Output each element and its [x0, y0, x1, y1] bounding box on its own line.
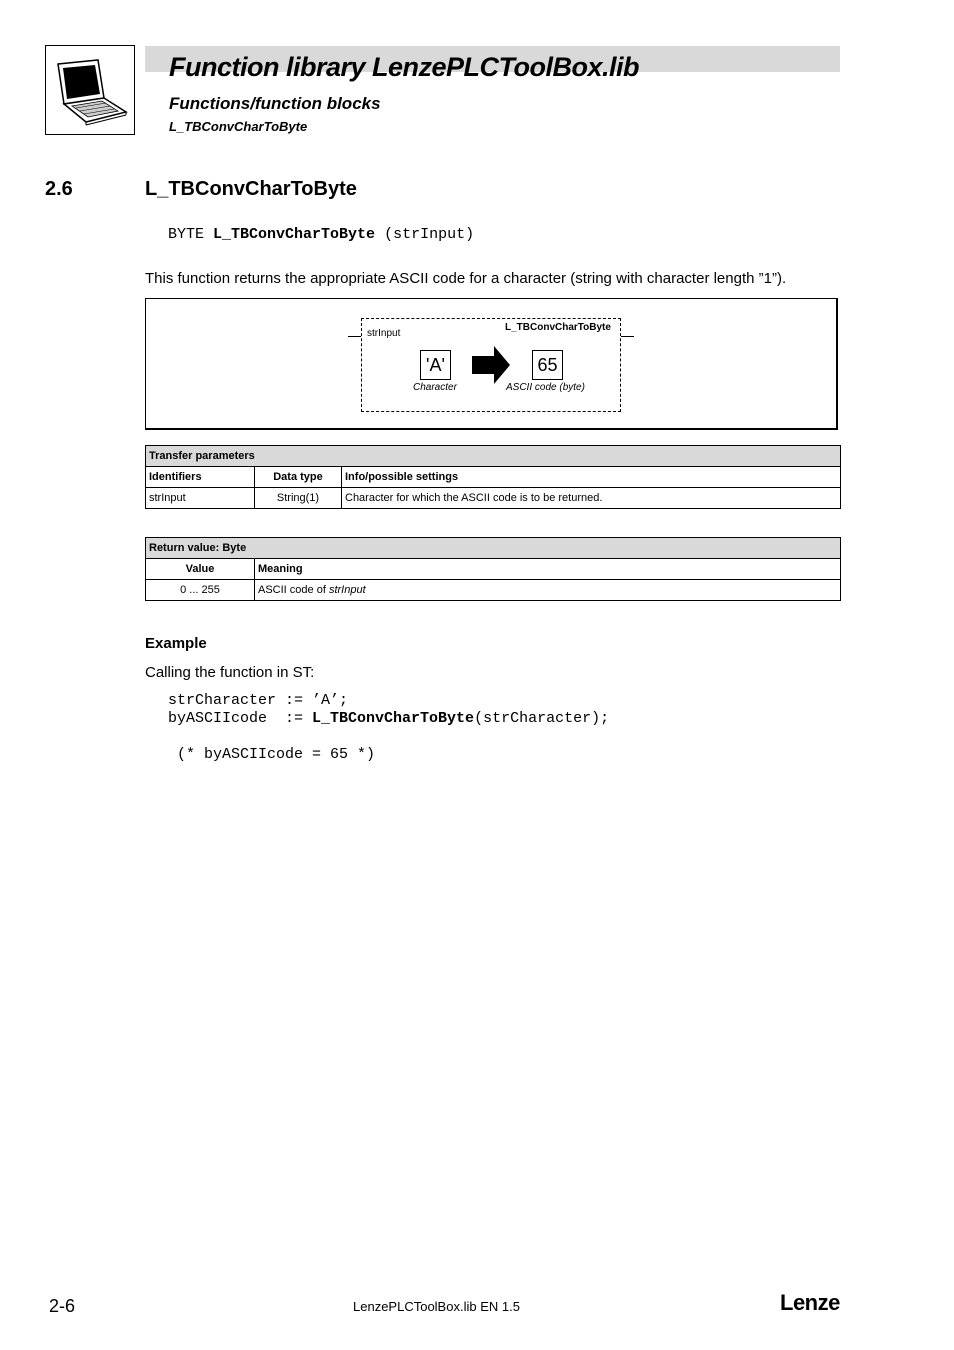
function-signature [168, 226, 474, 243]
column-header: Info/possible settings [342, 467, 841, 488]
laptop-icon [45, 45, 135, 135]
document-subsubtitle: L_TBConvCharToByte [169, 119, 308, 134]
table-caption: Return value: Byte [146, 538, 841, 559]
input-value-box: 'A' [420, 350, 451, 380]
return-value-table [145, 537, 841, 601]
column-header: Identifiers [146, 467, 255, 488]
input-caption: Character [413, 382, 457, 393]
table-cell: strInput [146, 488, 255, 509]
input-pin [348, 336, 361, 337]
diagram-input-label: strInput [367, 328, 401, 339]
column-header: Value [146, 559, 255, 580]
table-caption: Transfer parameters [146, 446, 841, 467]
meaning-text: ASCII code of [258, 584, 329, 596]
code-line: byASCIIcode := L_TBConvCharToByte(strCharacter); [168, 710, 610, 727]
table-row [146, 580, 841, 601]
table-cell: Character for which the ASCII code is to be returned. [342, 488, 841, 509]
document-subtitle: Functions/function blocks [169, 94, 381, 113]
footer-document-id: LenzePLCToolBox.lib EN 1.5 [353, 1299, 520, 1314]
table-cell: 0 ... 255 [146, 580, 255, 601]
output-pin [621, 336, 634, 337]
column-header: Meaning [255, 559, 841, 580]
table-cell: String(1) [255, 488, 342, 509]
code-line: strCharacter := ’A’; [168, 692, 349, 709]
brand-logo: Lenze [780, 1290, 840, 1315]
table-row [146, 488, 841, 509]
output-value-box: 65 [532, 350, 563, 380]
section-title: L_TBConvCharToByte [145, 178, 357, 200]
meaning-ref: strInput [328, 584, 366, 596]
signature-params: (strInput) [384, 226, 475, 243]
code-block [168, 692, 609, 764]
diagram-block-label: L_TBConvCharToByte [505, 322, 611, 333]
signature-function-name: L_TBConvCharToByte [213, 226, 376, 243]
page-number: 2-6 [49, 1296, 76, 1316]
intro-paragraph: This function returns the appropriate ASCII code for a character (string with character length ”1”). [145, 270, 787, 287]
column-header: Data type [255, 467, 342, 488]
table-cell [255, 580, 841, 601]
document-title: Function library LenzePLCToolBox.lib [169, 52, 640, 82]
example-heading: Example [145, 635, 207, 652]
transfer-parameters-table [145, 445, 841, 509]
signature-return-type: BYTE [168, 226, 205, 243]
code-comment: (* byASCIIcode = 65 *) [168, 746, 376, 763]
section-number: 2.6 [45, 178, 73, 200]
code-function-name: L_TBConvCharToByte [312, 710, 475, 727]
output-caption: ASCII code (byte) [506, 382, 585, 393]
example-text: Calling the function in ST: [145, 664, 315, 681]
